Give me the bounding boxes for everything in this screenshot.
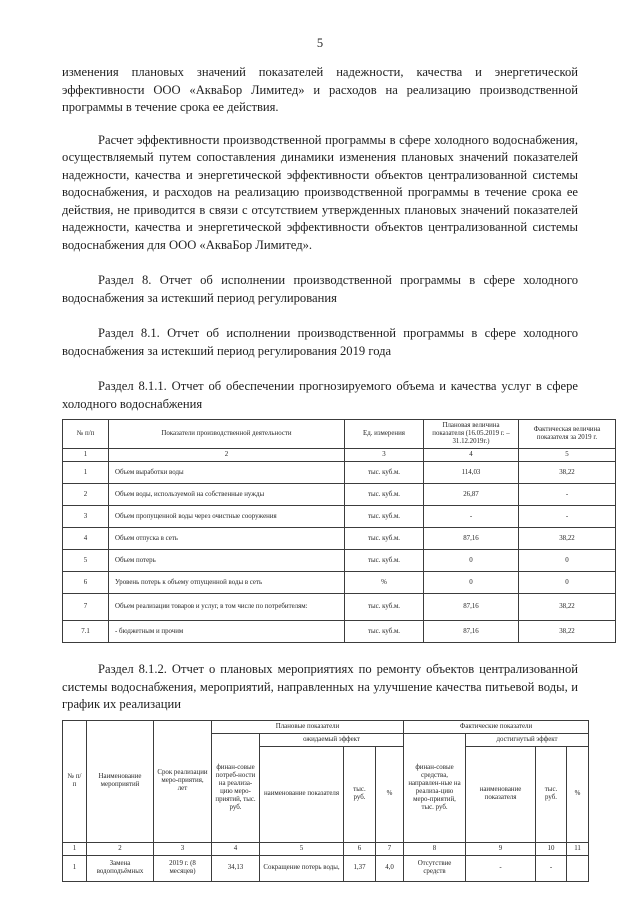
table-header-row <box>63 420 616 449</box>
cell-np: 3 <box>63 506 109 528</box>
colnum-7: 7 <box>376 842 404 855</box>
header-np: № п/п <box>63 420 109 449</box>
header-achieved-thousand-rub: тыс. руб. <box>536 746 567 842</box>
colnum-2: 2 <box>87 842 154 855</box>
cell-plan: 114,03 <box>424 462 519 484</box>
cell-expected-percent: 4,0 <box>376 855 404 881</box>
table-column-numbers-row <box>63 842 589 855</box>
cell-unit: тыс. куб.м. <box>345 550 424 572</box>
table-group-header-row <box>63 720 589 733</box>
colnum-9: 9 <box>466 842 536 855</box>
cell-np: 1 <box>63 855 87 881</box>
colnum-8: 8 <box>404 842 466 855</box>
cell-fact: 38,22 <box>519 528 616 550</box>
colnum-4: 4 <box>212 842 260 855</box>
colnum-1: 1 <box>63 449 109 462</box>
table-row <box>63 528 616 550</box>
cell-fact: - <box>519 506 616 528</box>
colnum-10: 10 <box>536 842 567 855</box>
cell-np: 5 <box>63 550 109 572</box>
cell-unit: % <box>345 572 424 594</box>
header-indicator: Показатели производственной деятельности <box>109 420 345 449</box>
cell-achieved-percent <box>567 855 589 881</box>
table-production-indicators <box>62 419 616 643</box>
cell-plan: 87,16 <box>424 528 519 550</box>
header-expected-percent: % <box>376 746 404 842</box>
cell-term: 2019 г. (8 месяцев) <box>154 855 212 881</box>
header-plan-finance: финан-совые потреб-ности на реализа-цию меро-приятий, тыс. руб. <box>212 733 260 842</box>
document-content <box>62 64 601 882</box>
table-row <box>63 621 616 643</box>
header-expected-indicator: наименование показателя <box>260 746 344 842</box>
header-term: Срок реализации меро-приятия, лет <box>154 720 212 842</box>
header-fact-finance: финан-совые средства, направлен-ные на реализа-цию меро-приятий, тыс. руб. <box>404 733 466 842</box>
cell-expected-indicator: Сокращение потерь воды, <box>260 855 344 881</box>
colnum-5: 5 <box>519 449 616 462</box>
table-row <box>63 462 616 484</box>
colnum-11: 11 <box>567 842 589 855</box>
cell-unit: тыс. куб.м. <box>345 462 424 484</box>
header-achieved-percent: % <box>567 746 589 842</box>
cell-np: 1 <box>63 462 109 484</box>
heading-section-8-1-1: Раздел 8.1.1. Отчет об обеспечении прогнозируемого объема и качества услуг в сфере холодного водоснабжения <box>62 379 578 411</box>
cell-unit: тыс. куб.м. <box>345 528 424 550</box>
cell-achieved-indicator: - <box>466 855 536 881</box>
table-row <box>63 855 589 881</box>
header-np: № п/п <box>63 720 87 842</box>
cell-unit: тыс. куб.м. <box>345 621 424 643</box>
cell-plan: 87,16 <box>424 594 519 621</box>
colnum-6: 6 <box>344 842 376 855</box>
cell-unit: тыс. куб.м. <box>345 484 424 506</box>
cell-np: 4 <box>63 528 109 550</box>
header-measure-name: Наименование мероприятий <box>87 720 154 842</box>
colnum-3: 3 <box>345 449 424 462</box>
cell-fact: - <box>519 484 616 506</box>
table-repair-measures <box>62 720 589 882</box>
cell-indicator: - бюджетным и прочим <box>109 621 345 643</box>
cell-indicator: Объем отпуска в сеть <box>109 528 345 550</box>
cell-indicator: Объем потерь <box>109 550 345 572</box>
page-number: 5 <box>316 36 324 50</box>
cell-np: 7 <box>63 594 109 621</box>
cell-expected-thousand-rub: 1,37 <box>344 855 376 881</box>
table-row <box>63 550 616 572</box>
cell-np: 7.1 <box>63 621 109 643</box>
colnum-3: 3 <box>154 842 212 855</box>
header-expected-effect: ожидаемый эффект <box>260 733 404 746</box>
paragraph-efficiency-calculation: Расчет эффективности производственной программы в сфере холодного водоснабжения, осуществляемый путем сопоставления динамики изменения плановых значений показателей надежности, качества и энергетической эффективности объектов централизованной системы водоснабжения, и расходов на реализацию производственной программы в течение срока ее действия, не приводится в связи с отсутствием утвержденных плановых значений показателей надежности, качества и энергетической эффективности объектов централизованной системы водоснабжения для ООО «АкваБор Лимитед». <box>62 132 578 252</box>
paragraph-continuation: изменения плановых значений показателей надежности, качества и энергетической эффективности ООО «АкваБор Лимитед» и расходов на реализацию производственной программы в течение срока ее действия. <box>62 65 578 114</box>
cell-fact-finance: Отсутствие средств <box>404 855 466 881</box>
cell-plan-finance: 34,13 <box>212 855 260 881</box>
cell-plan: 87,16 <box>424 621 519 643</box>
cell-plan: - <box>424 506 519 528</box>
cell-achieved-thousand-rub: - <box>536 855 567 881</box>
cell-plan: 0 <box>424 572 519 594</box>
cell-unit: тыс. куб.м. <box>345 594 424 621</box>
header-fact-group: Фактические показатели <box>404 720 589 733</box>
header-fact-value: Фактическая величина показателя за 2019 г. <box>519 420 616 449</box>
cell-fact: 38,22 <box>519 462 616 484</box>
table-row <box>63 484 616 506</box>
header-plan-value: Плановая величина показателя (16.05.2019 г. – 31.12.2019г.) <box>424 420 519 449</box>
cell-np: 2 <box>63 484 109 506</box>
cell-indicator: Объем воды, используемой на собственные нужды <box>109 484 345 506</box>
heading-section-8-1: Раздел 8.1. Отчет об исполнении производственной программы в сфере холодного водоснабжения за истекший период регулирования 2019 года <box>62 326 578 358</box>
cell-unit: тыс. куб.м. <box>345 506 424 528</box>
table-row <box>63 572 616 594</box>
cell-indicator: Объем выработки воды <box>109 462 345 484</box>
cell-fact: 38,22 <box>519 594 616 621</box>
colnum-1: 1 <box>63 842 87 855</box>
header-planned-group: Плановые показатели <box>212 720 404 733</box>
colnum-2: 2 <box>109 449 345 462</box>
colnum-4: 4 <box>424 449 519 462</box>
cell-measure-name: Замена водоподъёмных <box>87 855 154 881</box>
table-row <box>63 506 616 528</box>
header-achieved-indicator: наименование показателя <box>466 746 536 842</box>
cell-indicator: Уровень потерь к объему отпущенной воды в сеть <box>109 572 345 594</box>
cell-plan: 26,87 <box>424 484 519 506</box>
cell-indicator: Объем реализации товаров и услуг, в том числе по потребителям: <box>109 594 345 621</box>
heading-section-8: Раздел 8. Отчет об исполнении производственной программы в сфере холодного водоснабжения за истекший период регулирования <box>62 273 578 305</box>
header-unit: Ед. измерения <box>345 420 424 449</box>
colnum-5: 5 <box>260 842 344 855</box>
table-row <box>63 594 616 621</box>
cell-plan: 0 <box>424 550 519 572</box>
cell-fact: 0 <box>519 572 616 594</box>
heading-section-8-1-2: Раздел 8.1.2. Отчет о плановых мероприятиях по ремонту объектов централизованной системы водоснабжения, мероприятий, направленных на улучшение качества питьевой воды, и график их реализации <box>62 662 578 711</box>
header-expected-thousand-rub: тыс. руб. <box>344 746 376 842</box>
header-achieved-effect: достигнутый эффект <box>466 733 589 746</box>
cell-fact: 38,22 <box>519 621 616 643</box>
cell-fact: 0 <box>519 550 616 572</box>
table-column-numbers-row <box>63 449 616 462</box>
cell-indicator: Объем пропущенной воды через очистные сооружения <box>109 506 345 528</box>
cell-np: 6 <box>63 572 109 594</box>
